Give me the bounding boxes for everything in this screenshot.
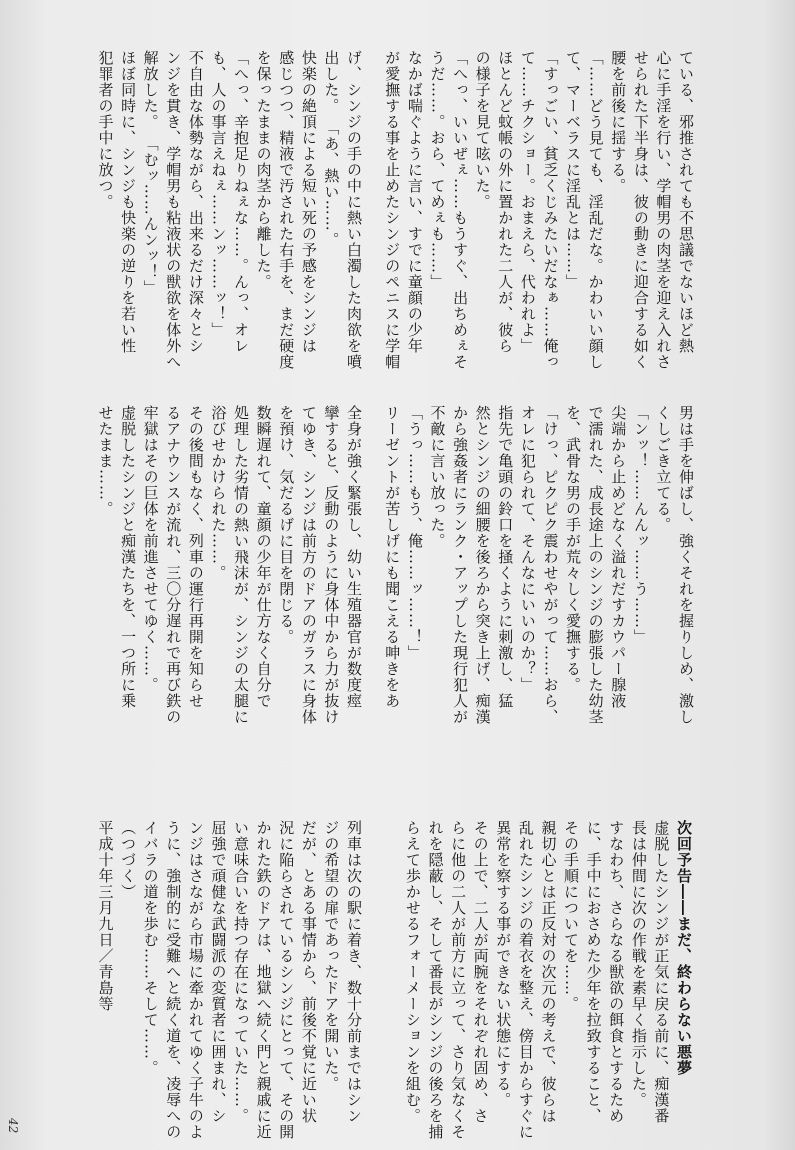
text-line: 列車は次の駅に着き、数十分前まではシン <box>345 820 363 1124</box>
text-line: 牢獄はその巨体を前進させてゆく……。 <box>141 405 160 693</box>
text-line: 感じつつ、精液で汚された右手を、まだ硬度 <box>277 50 296 370</box>
text-line: 攣すると、反動のように身体中から力が抜け <box>322 405 341 725</box>
text-line: て、マーベラスに淫乱とは……」 <box>564 50 583 290</box>
text-line: 乱れたシンジの着衣を整え、傍目からすぐに <box>516 820 535 1140</box>
text-line: 異常を察する事ができない状態にする。 <box>494 820 513 1108</box>
text-line: 虚脱したシンジと痴漢たちを、一つ所に乗 <box>119 405 138 709</box>
text-line: その後間もなく、列車の運行再開を知らせ <box>186 405 205 709</box>
text-line: イバラの道を歩む……そして……。 <box>141 820 160 1076</box>
text-line: 男は手を伸ばし、強くそれを握りしめ、激し <box>677 405 695 725</box>
text-line: 屈強で頑健な武闘派の変質者に囲まれ、シ <box>209 820 228 1124</box>
text-line: 平成十年三月九日／青島等 <box>96 820 115 1012</box>
text-line: リーゼントが苦しげにも聞こえる呻きをあ <box>383 405 402 709</box>
text-line: い意味合いを持つ存在になっていた……。 <box>232 820 251 1124</box>
text-block-middle-left <box>94 405 365 735</box>
text-line: 「ンッ！……んんッ……う……」 <box>631 405 650 645</box>
text-line: 浴びせかけられた……。 <box>209 405 228 581</box>
text-line: 「うっ……もう、俺……ッ……！」 <box>405 405 424 661</box>
text-line: 「むッ……んンッ！」 <box>141 135 160 296</box>
text-line: 処理した劣情の熱い飛沫が、シンジの太腿に <box>232 405 251 725</box>
text-line: ジの希望の扉であったドアを開いた。 <box>322 820 341 1092</box>
text-line: 「……どう見ても、淫乱だな。かわいい顔し <box>586 50 605 370</box>
text-line: て……チクショー。おまえら、代われよ」 <box>518 50 537 354</box>
text-line: 数瞬遅れて、童顔の少年が仕方なく自分で <box>254 405 273 709</box>
text-line: 「あ、熱い……。 <box>322 119 341 248</box>
text-line: 快楽の絶頂による短い死の予感をシンジは <box>299 50 318 354</box>
text-line: ンジはさながら市場に牽かれてゆく子牛のよ <box>186 820 205 1140</box>
text-line: 況に陥らされているシンジにとって、その開 <box>277 820 296 1140</box>
text-line: 不自由な体勢ながら、出来るだけ深々とシ <box>186 50 205 354</box>
text-line: 腰を前後に揺する。 <box>609 50 628 194</box>
text-line: くしごき立てる。 <box>654 405 673 533</box>
text-line: ている、邪推されても不思議でないほど熱 <box>677 50 695 354</box>
text-line: 「けっ、ピクピク震わせやがって……おら、 <box>541 405 560 725</box>
text-line: げ、シンジの手の中に熱い白濁した肉欲を噴 <box>345 50 363 370</box>
text-line: 犯罪者の手中に放つ。 <box>96 50 115 210</box>
preview-title: 次回予告――まだ、終わらない悪夢 <box>675 820 693 1076</box>
text-line: を、武骨な男の手が荒々しく愛撫する。 <box>564 405 583 693</box>
text-line: せたまま……。 <box>96 405 115 517</box>
text-line: 全身が強く緊張し、幼い生殖器官が数度痙 <box>345 405 363 709</box>
text-block-lower-left <box>94 820 365 1140</box>
text-line: せられた下半身は、彼の動きに迎合する如く <box>631 50 650 370</box>
text-line: 出した。 <box>322 50 341 114</box>
text-line: で濡れた、成長途上のシンジの膨張した幼茎 <box>586 405 605 725</box>
text-line: を預け、気だるげに目を閉じる。 <box>277 405 296 645</box>
text-line: 親切心とは正反対の次元の考えで、彼らは <box>539 820 558 1124</box>
text-line: すなわち、さらなる獣欲の餌食とするため <box>607 820 626 1124</box>
text-line: だが、とある事情から、前後不覚に近い状 <box>299 820 318 1124</box>
text-line: 「へっ、いいぜぇ……もうすぐ、出ちめぇそ <box>451 50 470 370</box>
text-line: なかば喘ぐように言い、すでに童顔の少年 <box>405 50 424 354</box>
text-line: が愛撫する事を止めたシンジのペニスに学帽 <box>383 50 402 370</box>
text-line: その上で、二人が両腕をそれぞれ固め、さ <box>471 820 490 1124</box>
text-line: うだ……。おら、てめぇも……」 <box>428 50 447 290</box>
text-line: も、人の事言えねぇ……ンッ……ッ！」 <box>209 50 228 338</box>
text-line: その手順についてを……。 <box>562 820 581 1012</box>
text-line: るアナウンスが流れ、三〇分遅れで再び鉄の <box>164 405 183 725</box>
text-line: うに、強制的に受難へと続く道を、凌辱への <box>164 820 183 1140</box>
text-line: ほとんど蚊帳の外に置かれた二人が、彼ら <box>496 50 515 354</box>
text-line: 「へっ、辛抱足りねぇな……。んっ、オレ <box>232 50 251 354</box>
text-block-lower-right <box>401 820 695 1140</box>
text-block-middle-right <box>381 405 697 735</box>
text-line: ほぼ同時に、シンジも快楽の逆りを若い性 <box>119 50 138 354</box>
page-number: 42 <box>6 1118 20 1134</box>
text-line: かれた鉄のドアは、地獄へ続く門と親戚に近 <box>254 820 273 1140</box>
text-line: 虚脱したシンジが正気に戻る前に、痴漢番 <box>652 820 671 1124</box>
text-line: オレに犯られて、そんなにいいのか？」 <box>518 405 537 693</box>
text-line: てゆき、シンジは前方のドアのガラスに身体 <box>299 405 318 725</box>
text-line: 長は仲間に次の作戦を素早く指示した。 <box>629 820 648 1108</box>
text-line: 指先で亀頭の鈴口を掻くように刺激し、猛 <box>496 405 515 709</box>
text-line: れを隠蔽し、そして番長がシンジの後ろを捕 <box>426 820 445 1140</box>
text-line: 心に手淫を行い、学帽男の肉茎を迎え入れさ <box>654 50 673 370</box>
text-line: （つづく） <box>119 820 138 900</box>
text-line: から強姦者にランク・アップした現行犯人が <box>451 405 470 725</box>
text-line: 尖端から止めどなく溢れだすカウパー腺液 <box>609 405 628 709</box>
text-line: に、手中におさめた少年を拉致すること、 <box>584 820 603 1124</box>
text-line: 不敵に言い放った。 <box>428 405 447 549</box>
text-line: の様子を見て呟いた。 <box>473 50 492 210</box>
text-line: らに他の二人が前方に立って、さり気なくそ <box>449 820 468 1140</box>
text-block-upper-left <box>94 50 365 380</box>
text-line: らえて歩かせるフォーメーションを組む。 <box>403 820 422 1124</box>
text-line: ンジを貫き、学帽男も粘液状の獣欲を体外へ <box>164 50 183 370</box>
text-block-upper-right <box>381 50 697 380</box>
text-line: 解放した。 <box>141 50 160 130</box>
text-line: 然とシンジの細腰を後ろから突き上げ、痴漢 <box>473 405 492 725</box>
text-line: 「すっごい、貧乏くじみたいだなぁ……俺っ <box>541 50 560 370</box>
text-line: を保ったままの肉茎から離した。 <box>254 50 273 290</box>
